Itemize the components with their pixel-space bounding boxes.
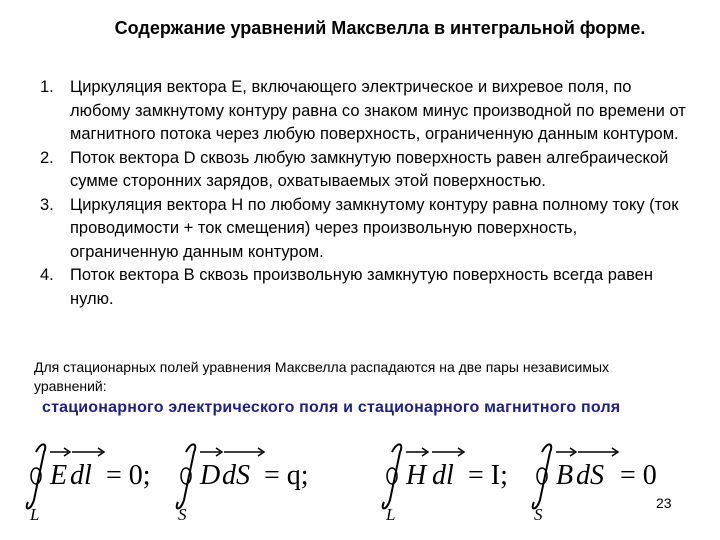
vector-2: dS: [222, 460, 250, 491]
item-text: Циркуляция вектора E, включающего электрическое и вихревое поля, по любому замкнутому контуру равна со знаком минус производной по времени от магнитного потока через любую поверхность, ограниченную данным контуром.: [70, 78, 686, 143]
integral-subscript: S: [534, 505, 543, 524]
vector-2: dl: [432, 460, 454, 491]
equations-row: [0, 438, 720, 528]
equation-b: [528, 438, 698, 528]
list-item: [40, 194, 690, 265]
item-text: Циркуляция вектора Н по любому замкнутому контуру равна полному току (ток проводимости + ток смещения) через произвольную поверхность, ограниченную данным контуром.: [70, 195, 679, 261]
list-item: [40, 264, 690, 311]
item-number: 3.: [40, 195, 54, 214]
equation-rhs: = I;: [468, 460, 508, 491]
equation-e: [22, 438, 182, 528]
vector-2: dS: [576, 460, 604, 491]
item-text: Поток вектора B сквозь произвольную замкнутую поверхность всегда равен нулю.: [70, 266, 653, 308]
stationary-note: Для стационарных полей уравнения Максвелла распадаются на две пары независимых уравнений:: [34, 359, 610, 394]
subheading: стационарного электрического поля и стационарного магнитного поля: [42, 399, 621, 416]
integral-subscript: S: [178, 505, 187, 524]
item-text: Поток вектора D сквозь любую замкнутую поверхность равен алгебраической сумме сторонних зарядов, охватываемых этой поверхностью.: [70, 148, 669, 190]
integral-subscript: L: [30, 505, 40, 524]
equation-rhs: = q;: [264, 460, 309, 491]
vector-1: E: [50, 460, 68, 491]
equation-rhs: = 0;: [106, 460, 151, 491]
list-item: [40, 147, 690, 194]
vector-1: B: [556, 460, 574, 491]
vector-1: D: [200, 460, 221, 491]
item-number: 1.: [40, 78, 54, 96]
integral-sign-icon: [27, 444, 46, 508]
vector-1: H: [406, 460, 427, 491]
page-number: 23: [656, 495, 672, 511]
equation-rhs: = 0: [620, 460, 657, 491]
item-number: 2.: [40, 148, 54, 167]
integral-sign-icon: [177, 444, 196, 508]
equation-h: [378, 438, 538, 528]
item-number: 4.: [40, 266, 54, 284]
slide-title: Содержание уравнений Максвелла в интегральной форме.: [114, 18, 646, 38]
integral-subscript: L: [386, 505, 396, 524]
integral-sign-icon: [383, 444, 402, 508]
statements-list: [40, 76, 690, 311]
list-item: [40, 76, 690, 147]
integral-sign-icon: [533, 444, 552, 508]
vector-2: dl: [70, 460, 92, 491]
equation-d: [172, 438, 342, 528]
